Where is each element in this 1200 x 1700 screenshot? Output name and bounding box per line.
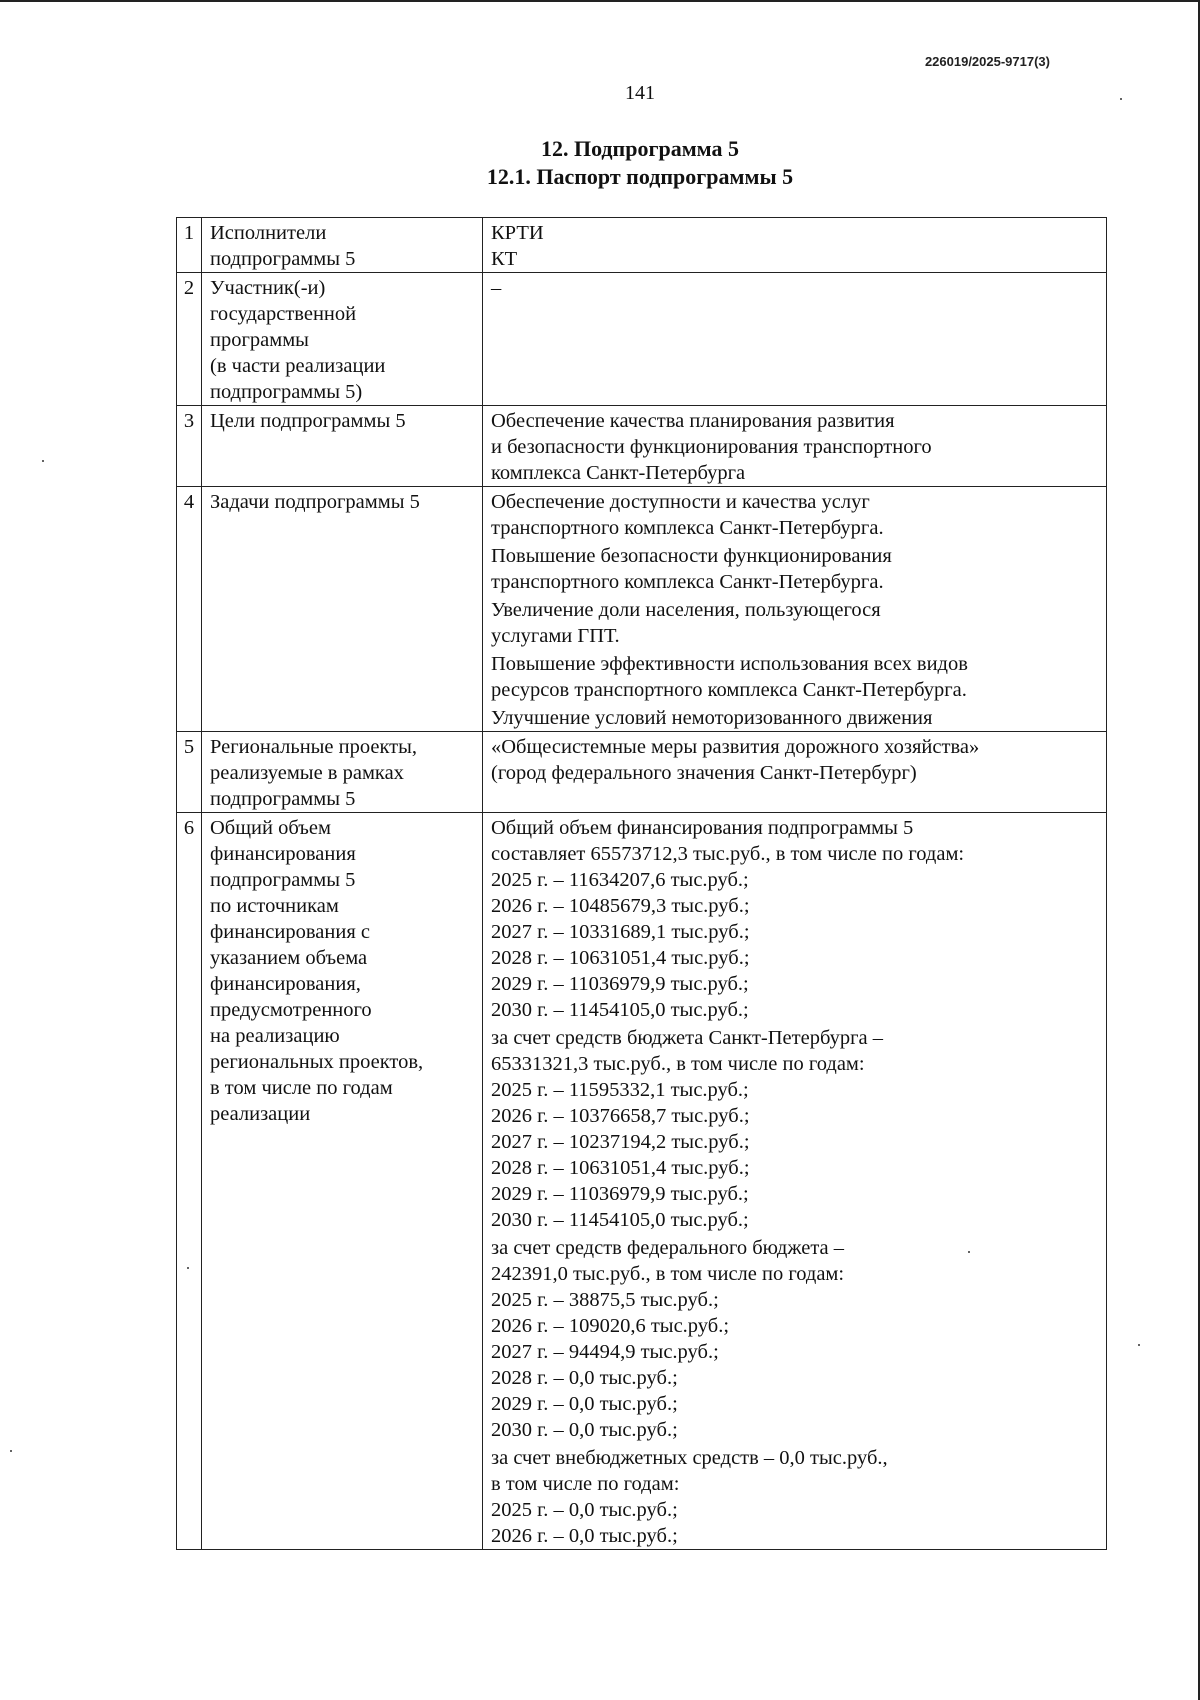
row-content xyxy=(483,487,1107,732)
content-line: услугами ГПТ. xyxy=(491,625,620,647)
document-id: 226019/2025-9717(3) xyxy=(924,54,1050,69)
label-line: подпрограммы 5 xyxy=(210,869,356,891)
row-label xyxy=(202,732,483,813)
content-line: (город федерального значения Санкт-Петербург) xyxy=(491,762,917,784)
passport-table-body xyxy=(177,218,1107,1550)
content-line: 2025 г. – 38875,5 тыс.руб.; xyxy=(491,1289,719,1311)
label-line: указанием объема xyxy=(210,947,368,969)
content-line: 2030 г. – 11454105,0 тыс.руб.; xyxy=(491,999,749,1021)
content-line: 2027 г. – 10237194,2 тыс.руб.; xyxy=(491,1131,750,1153)
row-number: 5 xyxy=(177,732,202,813)
row-content xyxy=(483,813,1107,1550)
content-line: 2026 г. – 10376658,7 тыс.руб.; xyxy=(491,1105,750,1127)
content-line: 2030 г. – 11454105,0 тыс.руб.; xyxy=(491,1209,749,1231)
row-number: 2 xyxy=(177,273,202,406)
label-line: подпрограммы 5 xyxy=(210,248,356,270)
content-line: – xyxy=(491,277,502,299)
label-line: реализации xyxy=(210,1103,311,1125)
passport-row xyxy=(177,813,1107,1550)
row-label xyxy=(202,406,483,487)
content-line: Увеличение доли населения, пользующегося xyxy=(491,599,881,621)
scan-speck xyxy=(10,1450,12,1452)
content-line: 65331321,3 тыс.руб., в том числе по годам: xyxy=(491,1053,865,1075)
content-line: 2027 г. – 94494,9 тыс.руб.; xyxy=(491,1341,719,1363)
content-line: транспортного комплекса Санкт-Петербурга. xyxy=(491,517,884,539)
label-line: государственной xyxy=(210,303,357,325)
row-content xyxy=(483,406,1107,487)
content-line: комплекса Санкт-Петербурга xyxy=(491,462,746,484)
label-line: программы xyxy=(210,329,309,351)
content-line: 2028 г. – 0,0 тыс.руб.; xyxy=(491,1367,678,1389)
content-line: транспортного комплекса Санкт-Петербурга. xyxy=(491,571,884,593)
label-line: финансирования с xyxy=(210,921,370,943)
content-line: 242391,0 тыс.руб., в том числе по годам: xyxy=(491,1263,845,1285)
passport-row xyxy=(177,273,1107,406)
content-line: за счет средств бюджета Санкт-Петербурга – xyxy=(491,1027,883,1049)
label-line: Исполнители xyxy=(210,222,327,244)
content-line: 2029 г. – 11036979,9 тыс.руб.; xyxy=(491,1183,749,1205)
content-line: Обеспечение доступности и качества услуг xyxy=(491,491,870,513)
content-line: Обеспечение качества планирования развития xyxy=(491,410,895,432)
scan-speck xyxy=(42,460,44,462)
passport-row xyxy=(177,218,1107,273)
label-line: Задачи подпрограммы 5 xyxy=(210,491,420,513)
content-line: 2026 г. – 0,0 тыс.руб.; xyxy=(491,1525,678,1547)
passport-row xyxy=(177,487,1107,732)
content-line: Общий объем финансирования подпрограммы 5 xyxy=(491,817,914,839)
label-line: Участник(-и) xyxy=(210,277,326,299)
scan-speck xyxy=(187,1267,189,1269)
row-content xyxy=(483,732,1107,813)
row-label xyxy=(202,487,483,732)
content-line: в том числе по годам: xyxy=(491,1473,680,1495)
label-line: региональных проектов, xyxy=(210,1051,424,1073)
section-heading xyxy=(0,135,1200,191)
row-label xyxy=(202,813,483,1550)
content-line: 2029 г. – 0,0 тыс.руб.; xyxy=(491,1393,678,1415)
content-line: за счет средств федерального бюджета – xyxy=(491,1237,845,1259)
label-line: в том числе по годам xyxy=(210,1077,393,1099)
label-line: на реализацию xyxy=(210,1025,340,1047)
heading-passport: 12.1. Паспорт подпрограммы 5 xyxy=(486,164,794,189)
content-line: Повышение безопасности функционирования xyxy=(491,545,892,567)
row-number: 3 xyxy=(177,406,202,487)
passport-row xyxy=(177,406,1107,487)
label-line: финансирования xyxy=(210,843,356,865)
content-line: 2029 г. – 11036979,9 тыс.руб.; xyxy=(491,973,749,995)
content-line: КТ xyxy=(491,248,518,270)
content-line: 2027 г. – 10331689,1 тыс.руб.; xyxy=(491,921,750,943)
scan-speck xyxy=(1120,98,1122,100)
label-line: финансирования, xyxy=(210,973,361,995)
content-line: составляет 65573712,3 тыс.руб., в том числе по годам: xyxy=(491,843,965,865)
content-line: 2028 г. – 10631051,4 тыс.руб.; xyxy=(491,1157,750,1179)
content-line: ресурсов транспортного комплекса Санкт-Петербурга. xyxy=(491,679,967,701)
row-label xyxy=(202,218,483,273)
label-line: Региональные проекты, xyxy=(210,736,418,758)
passport-table xyxy=(176,217,1107,1550)
content-line: «Общесистемные меры развития дорожного хозяйства» xyxy=(491,736,980,758)
content-line: КРТИ xyxy=(491,222,544,244)
page-number: 141 xyxy=(625,82,655,104)
content-line: Улучшение условий немоторизованного движения xyxy=(491,707,933,729)
content-line: 2028 г. – 10631051,4 тыс.руб.; xyxy=(491,947,750,969)
label-line: Цели подпрограммы 5 xyxy=(210,410,406,432)
row-number: 4 xyxy=(177,487,202,732)
content-line: 2030 г. – 0,0 тыс.руб.; xyxy=(491,1419,678,1441)
label-line: предусмотренного xyxy=(210,999,372,1021)
content-line: 2025 г. – 11634207,6 тыс.руб.; xyxy=(491,869,749,891)
label-line: реализуемые в рамках xyxy=(210,762,404,784)
passport-row xyxy=(177,732,1107,813)
label-line: подпрограммы 5) xyxy=(210,381,363,403)
row-number: 1 xyxy=(177,218,202,273)
content-line: 2025 г. – 0,0 тыс.руб.; xyxy=(491,1499,678,1521)
heading-subprogram: 12. Подпрограмма 5 xyxy=(540,136,740,161)
row-content xyxy=(483,273,1107,406)
scan-speck xyxy=(1138,1344,1140,1346)
content-line: 2025 г. – 11595332,1 тыс.руб.; xyxy=(491,1079,749,1101)
row-content xyxy=(483,218,1107,273)
content-line: Повышение эффективности использования всех видов xyxy=(491,653,968,675)
content-line: за счет внебюджетных средств – 0,0 тыс.руб., xyxy=(491,1447,888,1469)
label-line: подпрограммы 5 xyxy=(210,788,356,810)
row-label xyxy=(202,273,483,406)
label-line: (в части реализации xyxy=(210,355,386,377)
scan-speck xyxy=(968,1251,970,1253)
label-line: Общий объем xyxy=(210,817,331,839)
content-line: 2026 г. – 10485679,3 тыс.руб.; xyxy=(491,895,750,917)
label-line: по источникам xyxy=(210,895,339,917)
content-line: 2026 г. – 109020,6 тыс.руб.; xyxy=(491,1315,730,1337)
content-line: и безопасности функционирования транспортного xyxy=(491,436,932,458)
row-number: 6 xyxy=(177,813,202,1550)
